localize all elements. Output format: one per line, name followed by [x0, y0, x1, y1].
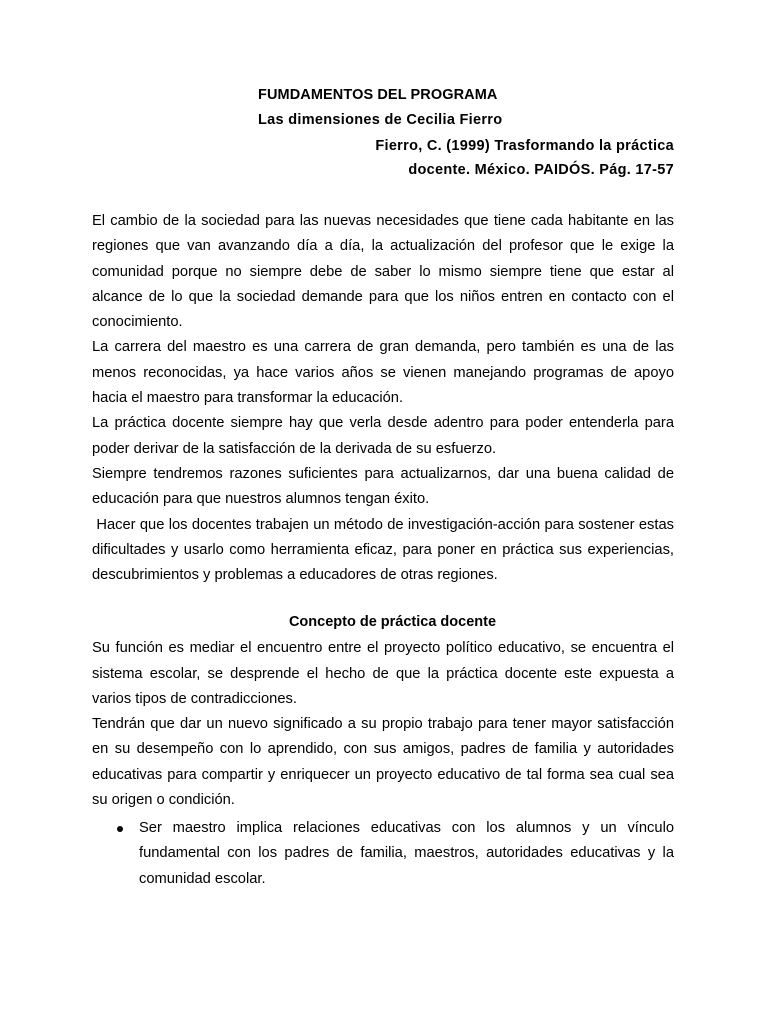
- document-subtitle: Las dimensiones de Cecilia Fierro: [258, 112, 503, 128]
- intro-paragraph: El cambio de la sociedad para las nuevas necesidades que tiene cada habitante en las regiones que van avanzando día a día, la actualización del profesor que le exige la comunidad porque no siempre debe de saber lo mismo siempre tiene que estar al alcance de lo que la sociedad demande para que los niños entren en contacto con el conocimiento.: [92, 213, 674, 331]
- section-paragraph: Tendrán que dar un nuevo significado a su propio trabajo para tener mayor satisfacción en su desempeño con lo aprendido, con sus amigos, padres de familia y autoridades educativas para compartir y enriquecer un proyecto educativo de tal forma sea cual sea su origen o condición.: [92, 716, 674, 809]
- bullet-icon: [117, 826, 123, 832]
- intro-paragraph: La práctica docente siempre hay que verla desde adentro para poder entenderla para poder derivar de la satisfacción de la derivada de su esfuerzo.: [92, 415, 674, 457]
- reference-line-2: docente. México. PAIDÓS. Pág. 17-57: [408, 162, 674, 178]
- heading-spacer: [92, 611, 674, 636]
- practice-section: [92, 611, 674, 813]
- bullet-text: Ser maestro implica relaciones educativas con los alumnos y un vínculo fundamental con los padres de familia, maestros, autoridades educativas y la comunidad escolar.: [139, 820, 674, 887]
- bullet-list: [92, 816, 674, 892]
- document-title: FUMDAMENTOS DEL PROGRAMA: [258, 87, 498, 103]
- reference-line-1: Fierro, C. (1999) Trasformando la práctica: [375, 138, 674, 154]
- section-heading: Concepto de práctica docente: [288, 614, 497, 630]
- intro-paragraph: Hacer que los docentes trabajen un método de investigación-acción para sostener estas dificultades y usarlo como herramienta eficaz, para poner en práctica sus experiencias, descubrimientos y problemas a educadores de otras regiones.: [92, 516, 679, 584]
- section-paragraph: Su función es mediar el encuentro entre el proyecto político educativo, se encuentra el sistema escolar, se desprende el hecho de que la práctica docente este expuesta a varios tipos de contradicciones.: [92, 640, 674, 707]
- intro-paragraph: La carrera del maestro es una carrera de gran demanda, pero también es una de las menos reconocidas, ya hace varios años se vienen manejando programas de apoyo hacia el maestro para transformar la educación.: [92, 339, 674, 407]
- intro-section: [92, 209, 679, 588]
- intro-paragraph: Siempre tendremos razones suficientes para actualizarnos, dar una buena calidad de educación para que nuestros alumnos tengan éxito.: [92, 465, 674, 508]
- list-item: [92, 816, 674, 892]
